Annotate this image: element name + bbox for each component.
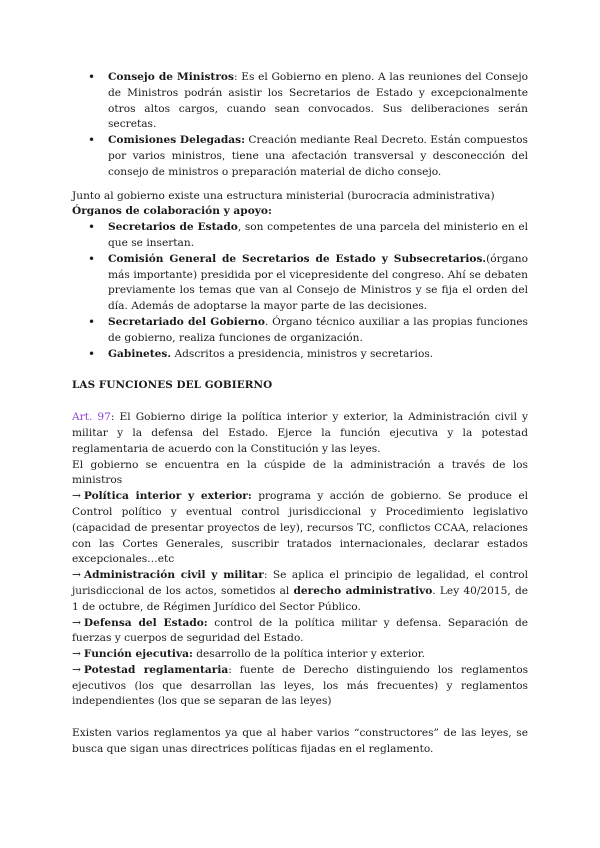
closing-paragraph: Existen varios reglamentos ya que al haber varios “constructores” de las leyes, se busca que sigan unas directrices políticas fijadas en el reglamento. [72,727,528,756]
list-item-secretariado [72,315,528,347]
summit-line: El gobierno se encuentra en la cúspide de la administración a través de los ministros [72,458,528,487]
gobierno-composition-list [72,70,528,181]
text-comision-general: (órgano más importante) presidida por el vicepresidente del congreso. Ahí se debaten previamente los temas que van al Consejo de Ministros y se fija el orden del día. Además de adoptarse la mayor parte de las decisiones. [108,252,528,313]
art-97-link[interactable]: Art. 97 [72,411,111,424]
term-comision-general: Comisión General de Secretarios de Estado y Subsecretarios. [108,252,487,265]
term-secretarios: Secretarios de Estado [108,221,238,234]
term-derecho-administrativo: derecho administrativo [293,584,433,597]
list-item-gabinetes [72,347,528,363]
text-potestad: : fuente de Derecho distinguiendo los reglamentos ejecutivos (los que desarrollan las leyes, los más frecuentes) y reglamentos independientes (los que se separan de las leyes) [72,663,529,708]
text-defensa: control de la política militar y defensa. Separación de fuerzas y cuerpos de seguridad del Estado. [72,616,528,645]
list-item-consejo [72,70,528,133]
arrow-icon: → [72,569,81,582]
document-page [72,70,528,758]
term-ejecutiva: Función ejecutiva: [83,648,193,661]
text-comisiones: Creación mediante Real Decreto. Están compuestos por varios ministros, tiene una afectación transversal y desconección del consejo de ministros o preparación material de dicho consejo. [108,134,528,178]
funcion-politica [72,489,528,568]
term-comisiones: Comisiones Delegadas: [108,134,246,147]
funcion-ejecutiva [72,647,528,663]
funcion-defensa [72,616,528,648]
organos-list [72,220,528,362]
arrow-icon: → [72,648,81,661]
term-admin: Administración civil y militar [83,569,264,582]
arrow-icon: → [72,663,81,676]
term-secretariado: Secretariado del Gobierno [108,315,265,328]
section-title: LAS FUNCIONES DEL GOBIERNO [72,379,273,392]
text-admin-b: . Ley 40/2015, de 1 de octubre, de Régimen Jurídico del Sector Público. [72,584,528,613]
arrow-icon: → [72,490,81,503]
funcion-admin [72,568,528,615]
text-politica: programa y acción de gobierno. Se produce el Control político y eventual control jurisdiccional y Procedimiento legislativo (capacidad de presentar proyectos de ley), recursos TC, conflictos CCAA, relaciones con las Cortes Generales, suscribir tratados internacionales, declarar estados excepcionales…etc [72,490,528,566]
arrow-icon: → [72,616,81,629]
intro-line: Junto al gobierno existe una estructura ministerial (burocracia administrativa) [72,189,495,202]
list-item-comision-general [72,252,528,315]
text-secretariado: . Órgano técnico auxiliar a las propias funciones de gobierno, realiza funciones de organización. [108,315,528,344]
text-consejo: : Es el Gobierno en pleno. A las reuniones del Consejo de Ministros podrán asistir los Secretarios de Estado y excepcionalmente otros altos cargos, cuando sean convocados. Sus deliberaciones serán secretas. [108,71,528,131]
text-ejecutiva: desarrollo de la política interior y exterior. [192,648,425,661]
text-gabinetes: Adscritos a presidencia, ministros y secretarios. [171,347,434,360]
term-consejo: Consejo de Ministros [108,71,234,83]
term-politica: Política interior y exterior: [83,490,252,503]
art-97-paragraph [72,410,528,457]
art-97-text: : El Gobierno dirige la política interior y exterior, la Administración civil y militar y la defensa del Estado. Ejerce la función ejecutiva y la potestad reglamentaria de acuerdo con la Constitución y las leyes. [72,411,529,455]
list-item-comisiones [72,133,528,180]
organos-heading: Órganos de colaboración y apoyo: [72,205,272,218]
term-potestad: Potestad reglamentaria [83,663,229,676]
list-item-secretarios [72,220,528,252]
text-admin-a: : Se aplica el principio de legalidad, el control jurisdiccional de los actos, sometidos al [72,569,529,597]
funcion-potestad [72,663,528,710]
text-secretarios: , son competentes de una parcela del ministerio en el que se insertan. [108,221,528,249]
term-gabinetes: Gabinetes. [108,347,172,360]
term-defensa: Defensa del Estado: [83,616,208,629]
